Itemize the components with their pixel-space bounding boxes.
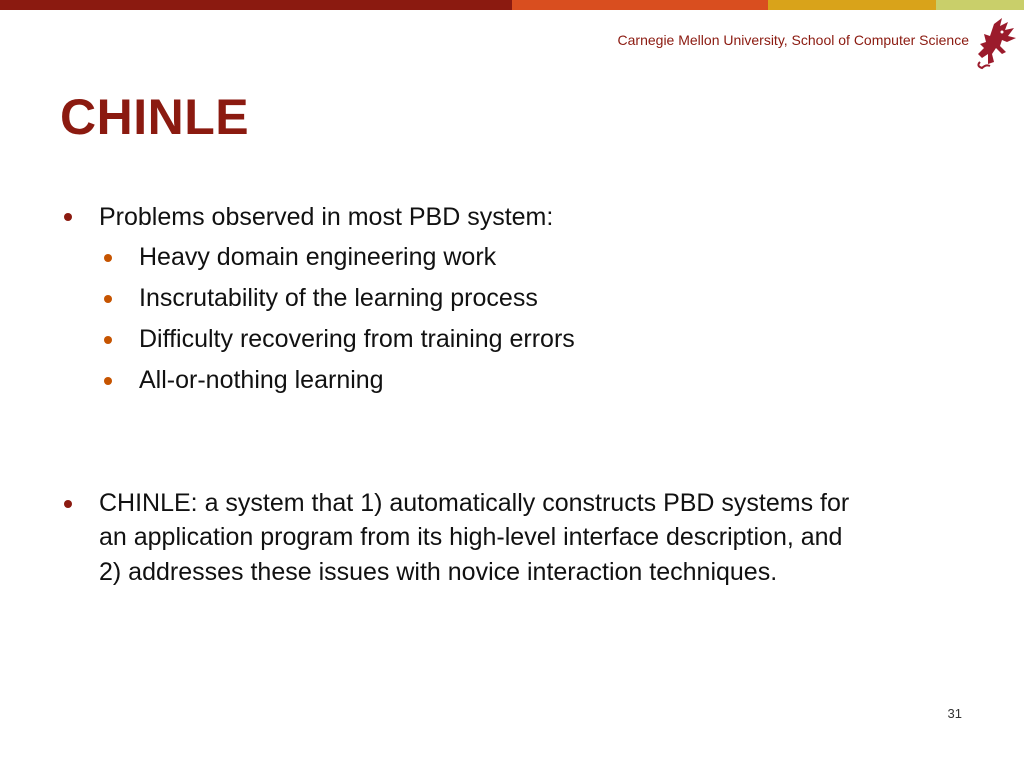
bullet-problems: Problems observed in most PBD system:: [99, 203, 554, 231]
top-color-bar: [0, 0, 1024, 10]
sub-bullet-item: All-or-nothing learning: [139, 366, 384, 394]
sub-bullet-dot: [104, 377, 112, 385]
bullet-chinle-line-2: an application program from its high-level interface description, and: [99, 523, 843, 551]
bullet-chinle-line-3: 2) addresses these issues with novice interaction techniques.: [99, 558, 778, 586]
bullet-chinle-line-1: CHINLE: a system that 1) automatically constructs PBD systems for: [99, 489, 850, 517]
sub-bullet-item: Inscrutability of the learning process: [139, 284, 538, 312]
sub-bullet-dot: [104, 336, 112, 344]
bar-segment-green: [936, 0, 1024, 10]
bar-segment-maroon: [0, 0, 512, 10]
bullet-dot: [64, 213, 72, 221]
sub-bullet-dot: [104, 295, 112, 303]
bar-segment-gold: [768, 0, 936, 10]
dragon-logo-icon: [972, 14, 1018, 70]
institution-header: Carnegie Mellon University, School of Computer Science: [617, 32, 969, 48]
sub-bullet-item: Heavy domain engineering work: [139, 243, 497, 271]
sub-bullet-item: Difficulty recovering from training errors: [139, 325, 575, 353]
bullet-dot: [64, 500, 72, 508]
page-number: 31: [947, 706, 962, 721]
bar-segment-orange: [512, 0, 768, 10]
sub-bullet-dot: [104, 254, 112, 262]
slide-title: CHINLE: [60, 89, 250, 145]
